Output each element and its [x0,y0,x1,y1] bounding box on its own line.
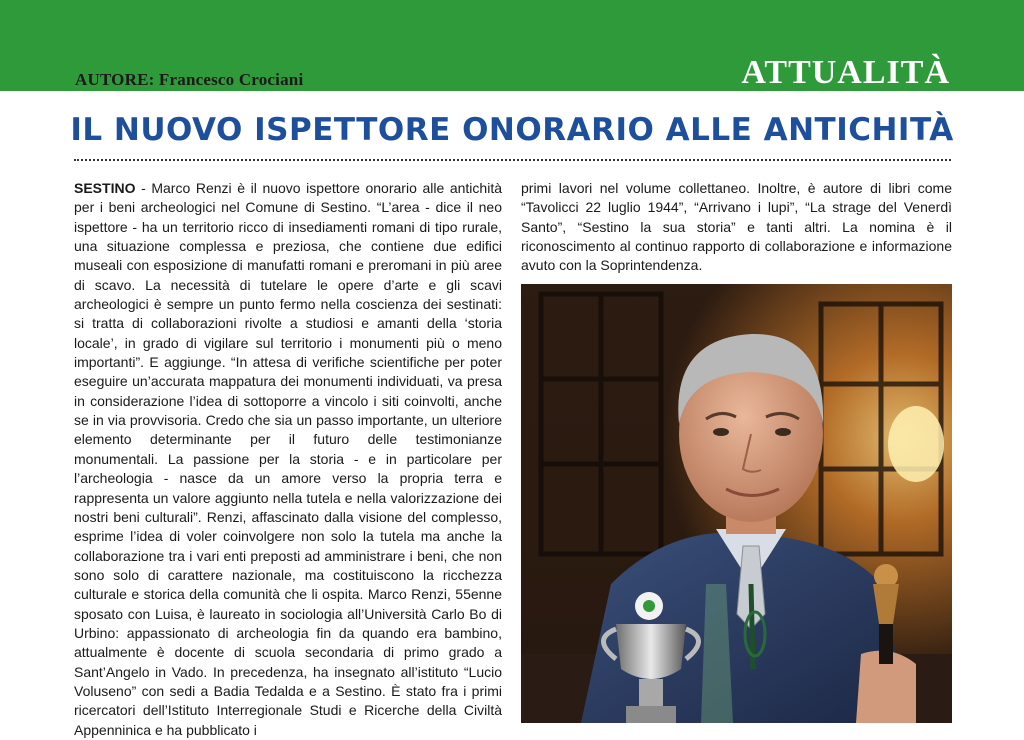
body-text-right: primi lavori nel volume collettaneo. Inoltre, è autore di libri come “Tavolicci 22 luglio 1944”, “Arrivano i lupi”, “La strage del Venerdì Santo”, “Sestino la sua storia” e tanti altri. La nomina è il riconoscimento al continuo rapporto di collaborazione e informazione avuto con la Soprintendenza. [521,180,952,274]
portrait-photo [521,284,952,723]
body-text-left: - Marco Renzi è il nuovo ispettore onorario alle antichità per i beni archeologici nel Comune di Sestino. “L’area - dice il neo ispettore - ha un territorio ricco di insediamenti romani di tipo rurale, una situazione complessa e preziosa, che contiene due edifici museali con esposizione di manufatti romani e preromani in più aree di scavo. La necessità di tutelare le opere d’arte e gli scavi archeologici è sempre un punto fermo nella coscienza dei sestinati: si tratta di collaborazioni rivolte a studiosi e amanti della ‘storia locale’, in grado di vigilare sul territorio i monumenti più o meno importanti”. E aggiunge. “In attesa di verifiche scientifiche per poter eseguire un’accurata mappatura dei monumenti individuati, va presa in considerazione l’idea di sottoporre a vincolo i siti coinvolti, anche se in via provvisoria. Credo che sia un passo importante, un ulteriore elemento determinante per il futuro delle testimonianze monumentali. La passione per la storia - e in particolare per l’archeologia - nasce da un amore verso la propria terra e rappresenta un valore aggiunto nella tutela e nella valorizzazione dei nostri beni culturali”. Renzi, affascinato dalla visione del complesso, esprime l’idea di voler coinvolgere non solo la tutela ma anche la collaborazione tra i vari enti preposti ad amministrare i beni, che non sono solo di carattere nazionale, ma costituiscono la ricchezza culturale e storica della comunità che li ospita. Marco Renzi, 55enne sposato con Luisa, è laureato in sociologia all’Università Carlo Bo di Urbino: appassionato di archeologia fin da quando era bambino, attualmente è docente di scuola secondaria di primo grado a Sant’Angelo in Vado. In precedenza, ha insegnato all’istituto “Lucio Voluseno” con sedi a Badia Tedalda e a Sestino. È stato fra i primi ricercatori dell’Istituto Interregionale Studi e Ricerche della Civiltà Appenninica e ha pubblicato i [74,180,502,738]
dateline: SESTINO [74,180,136,196]
article-column-right [521,179,952,276]
section-title: ATTUALITÀ [741,54,950,91]
author-line: AUTORE: Francesco Crociani [75,70,304,89]
photo-illustration [521,284,952,723]
article-headline: IL NUOVO ISPETTORE ONORARIO ALLE ANTICHITÀ [70,112,954,148]
article-column-left [74,179,502,740]
dotted-divider [74,159,951,161]
